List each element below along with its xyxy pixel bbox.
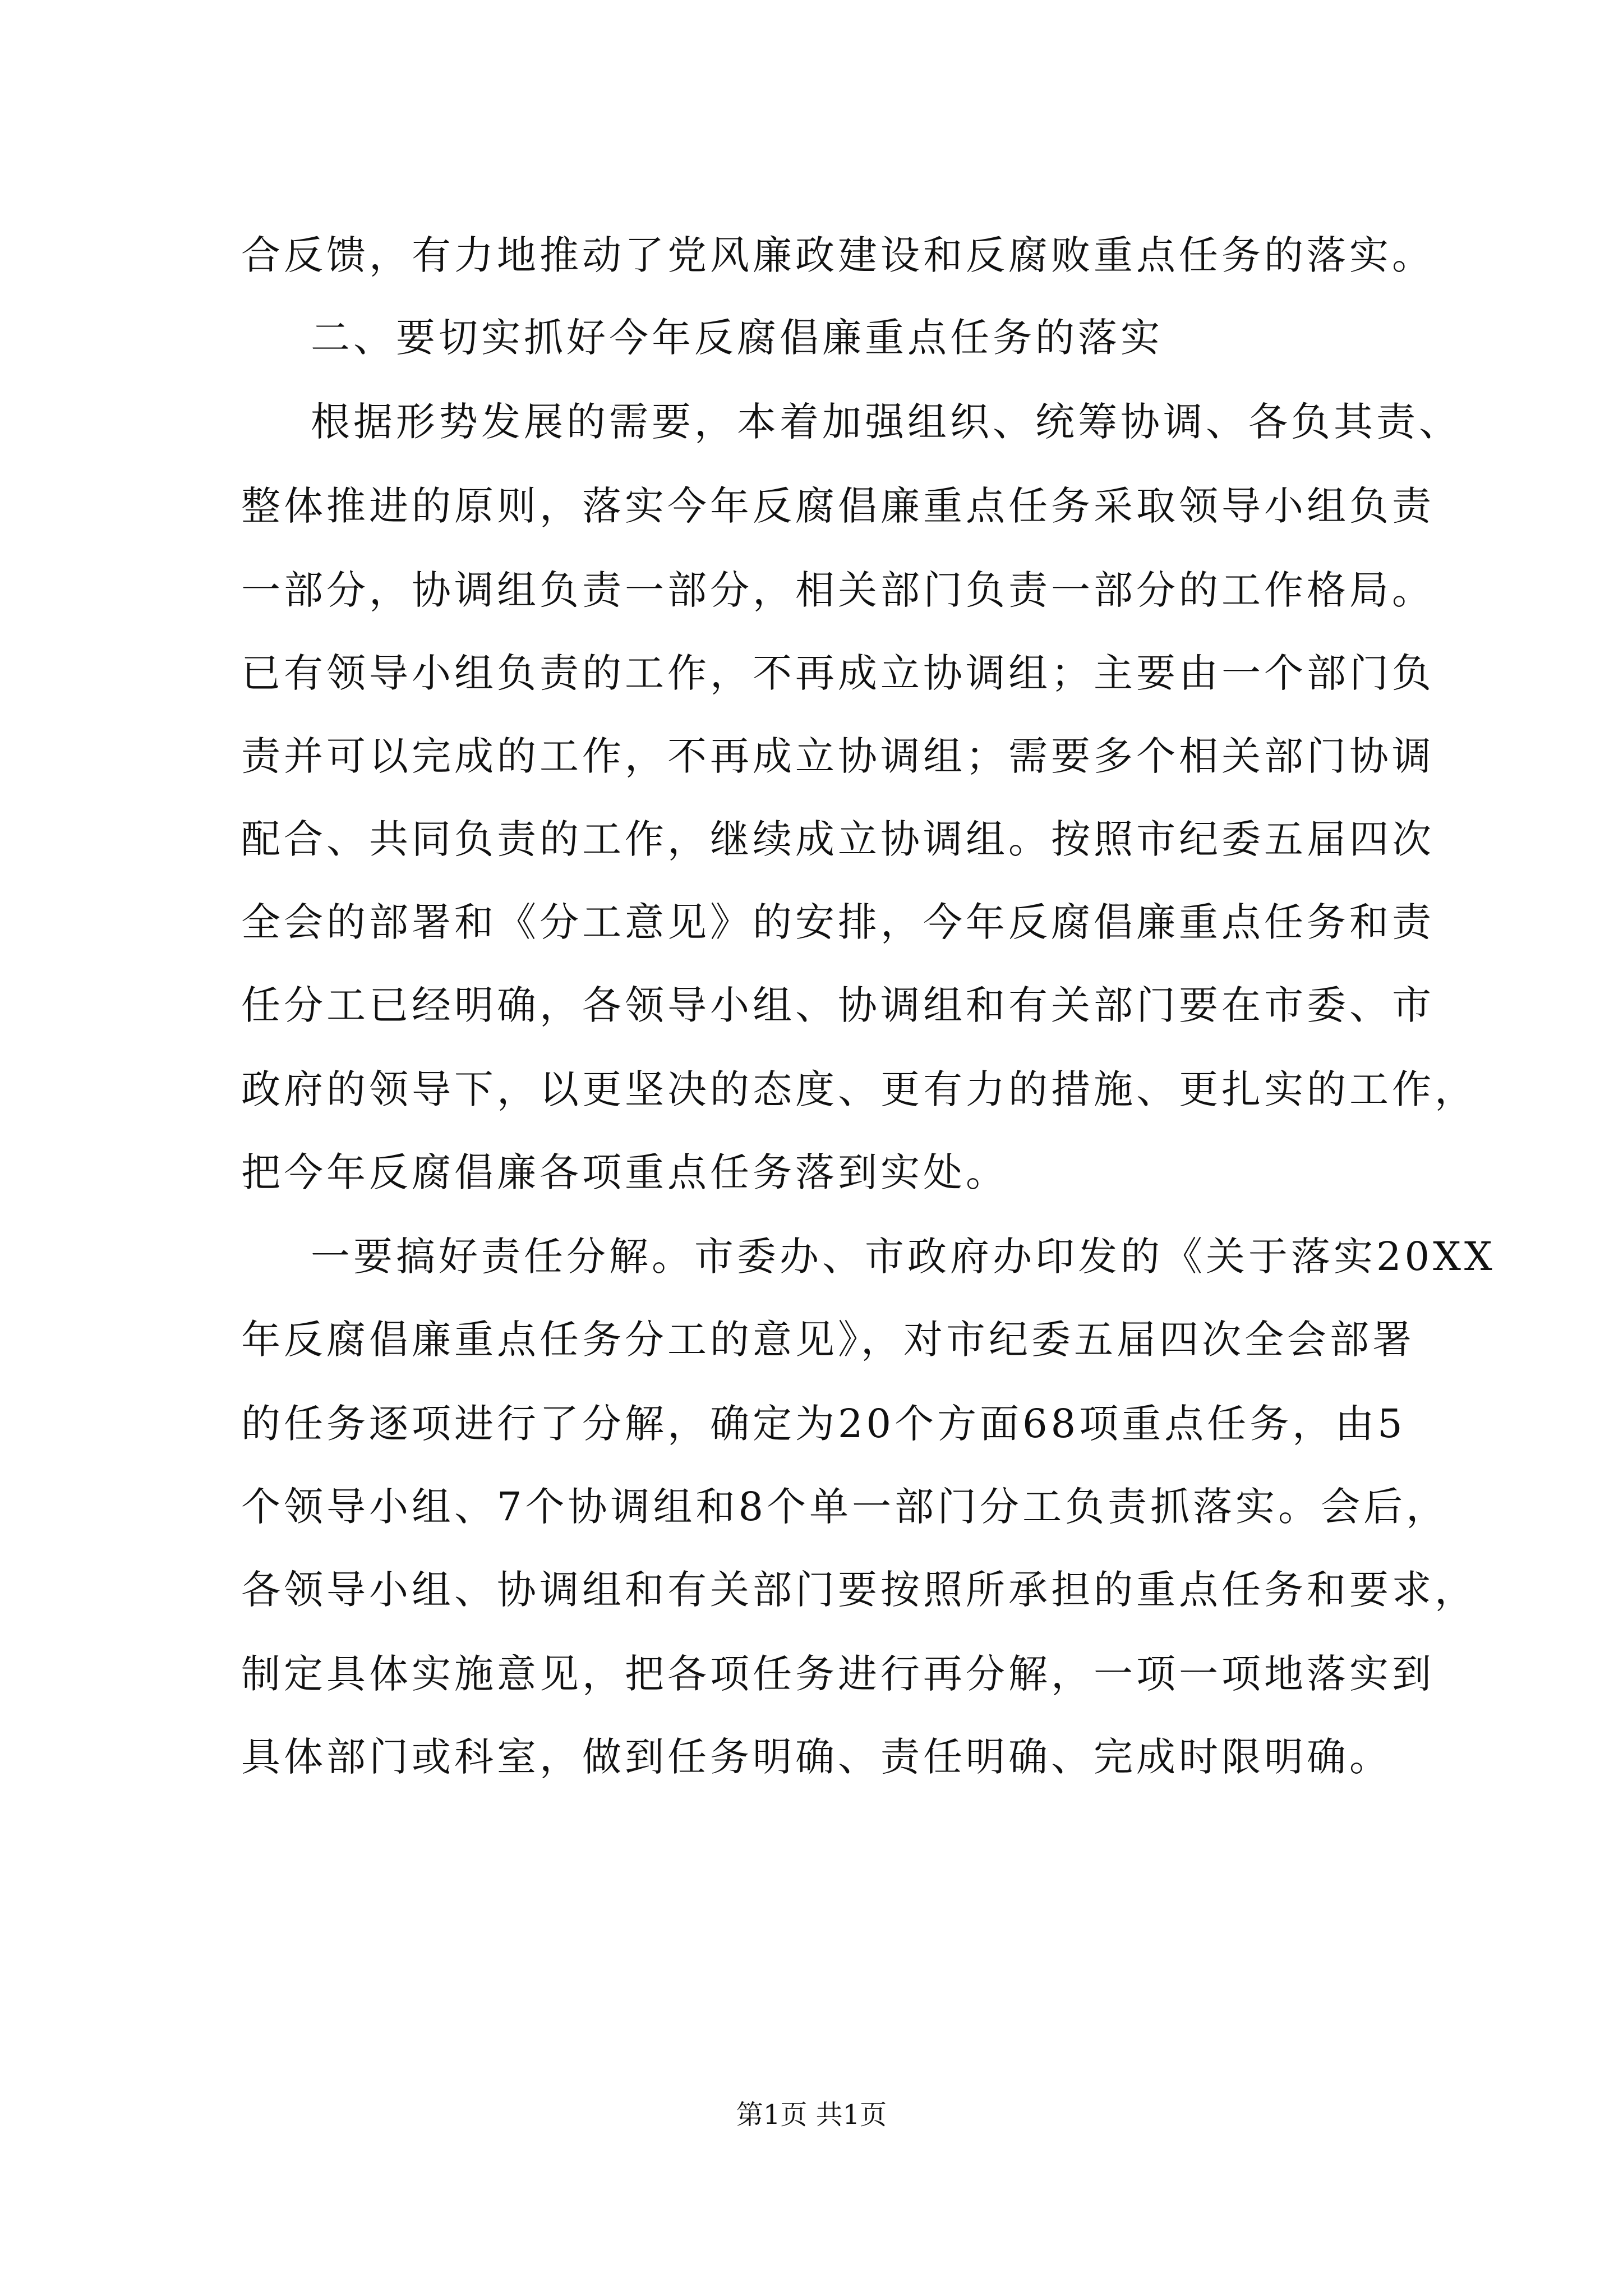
text-line-17: 各领导小组、协调组和有关部门要按照所承担的重点任务和要求， bbox=[241, 1567, 1477, 1613]
text-line-18: 制定具体实施意见，把各项任务进行再分解，一项一项地落实到 bbox=[241, 1651, 1435, 1697]
text-line-8: 配合、共同负责的工作，继续成立协调组。按照市纪委五届四次 bbox=[241, 816, 1435, 862]
text-line-7: 责并可以完成的工作，不再成立协调组；需要多个相关部门协调 bbox=[241, 733, 1435, 779]
text-line-9: 全会的部署和《分工意见》的安排，今年反腐倡廉重点任务和责 bbox=[241, 899, 1435, 945]
text-line-10: 任分工已经明确，各领导小组、协调组和有关部门要在市委、市 bbox=[241, 982, 1435, 1028]
text-line-3: 根据形势发展的需要，本着加强组织、统筹协调、各负其责、 bbox=[311, 399, 1461, 445]
page-footer bbox=[0, 2098, 1623, 2132]
text-line-13: 一要搞好责任分解。市委办、市政府办印发的《关于落实20XX bbox=[311, 1234, 1496, 1280]
text-line-11: 政府的领导下，以更坚决的态度、更有力的措施、更扎实的工作， bbox=[241, 1066, 1477, 1112]
text-line-1: 合反馈，有力地推动了党风廉政建设和反腐败重点任务的落实。 bbox=[241, 232, 1435, 278]
text-line-14: 年反腐倡廉重点任务分工的意见》，对市纪委五届四次全会部署 bbox=[241, 1317, 1415, 1363]
text-line-16: 个领导小组、7个协调组和8个单一部门分工负责抓落实。会后， bbox=[241, 1484, 1449, 1530]
text-line-4: 整体推进的原则，落实今年反腐倡廉重点任务采取领导小组负责 bbox=[241, 483, 1435, 529]
text-line-12: 把今年反腐倡廉各项重点任务落到实处。 bbox=[241, 1149, 1008, 1195]
text-line-15: 的任务逐项进行了分解，确定为20个方面68项重点任务，由5 bbox=[241, 1401, 1406, 1447]
page-number-label: 第1页 共1页 bbox=[736, 2099, 887, 2131]
text-line-5: 一部分，协调组负责一部分，相关部门负责一部分的工作格局。 bbox=[241, 567, 1435, 613]
text-line-19: 具体部门或科室，做到任务明确、责任明确、完成时限明确。 bbox=[241, 1734, 1392, 1780]
section-heading: 二、要切实抓好今年反腐倡廉重点任务的落实 bbox=[311, 315, 1163, 361]
text-line-6: 已有领导小组负责的工作，不再成立协调组；主要由一个部门负 bbox=[241, 650, 1435, 696]
